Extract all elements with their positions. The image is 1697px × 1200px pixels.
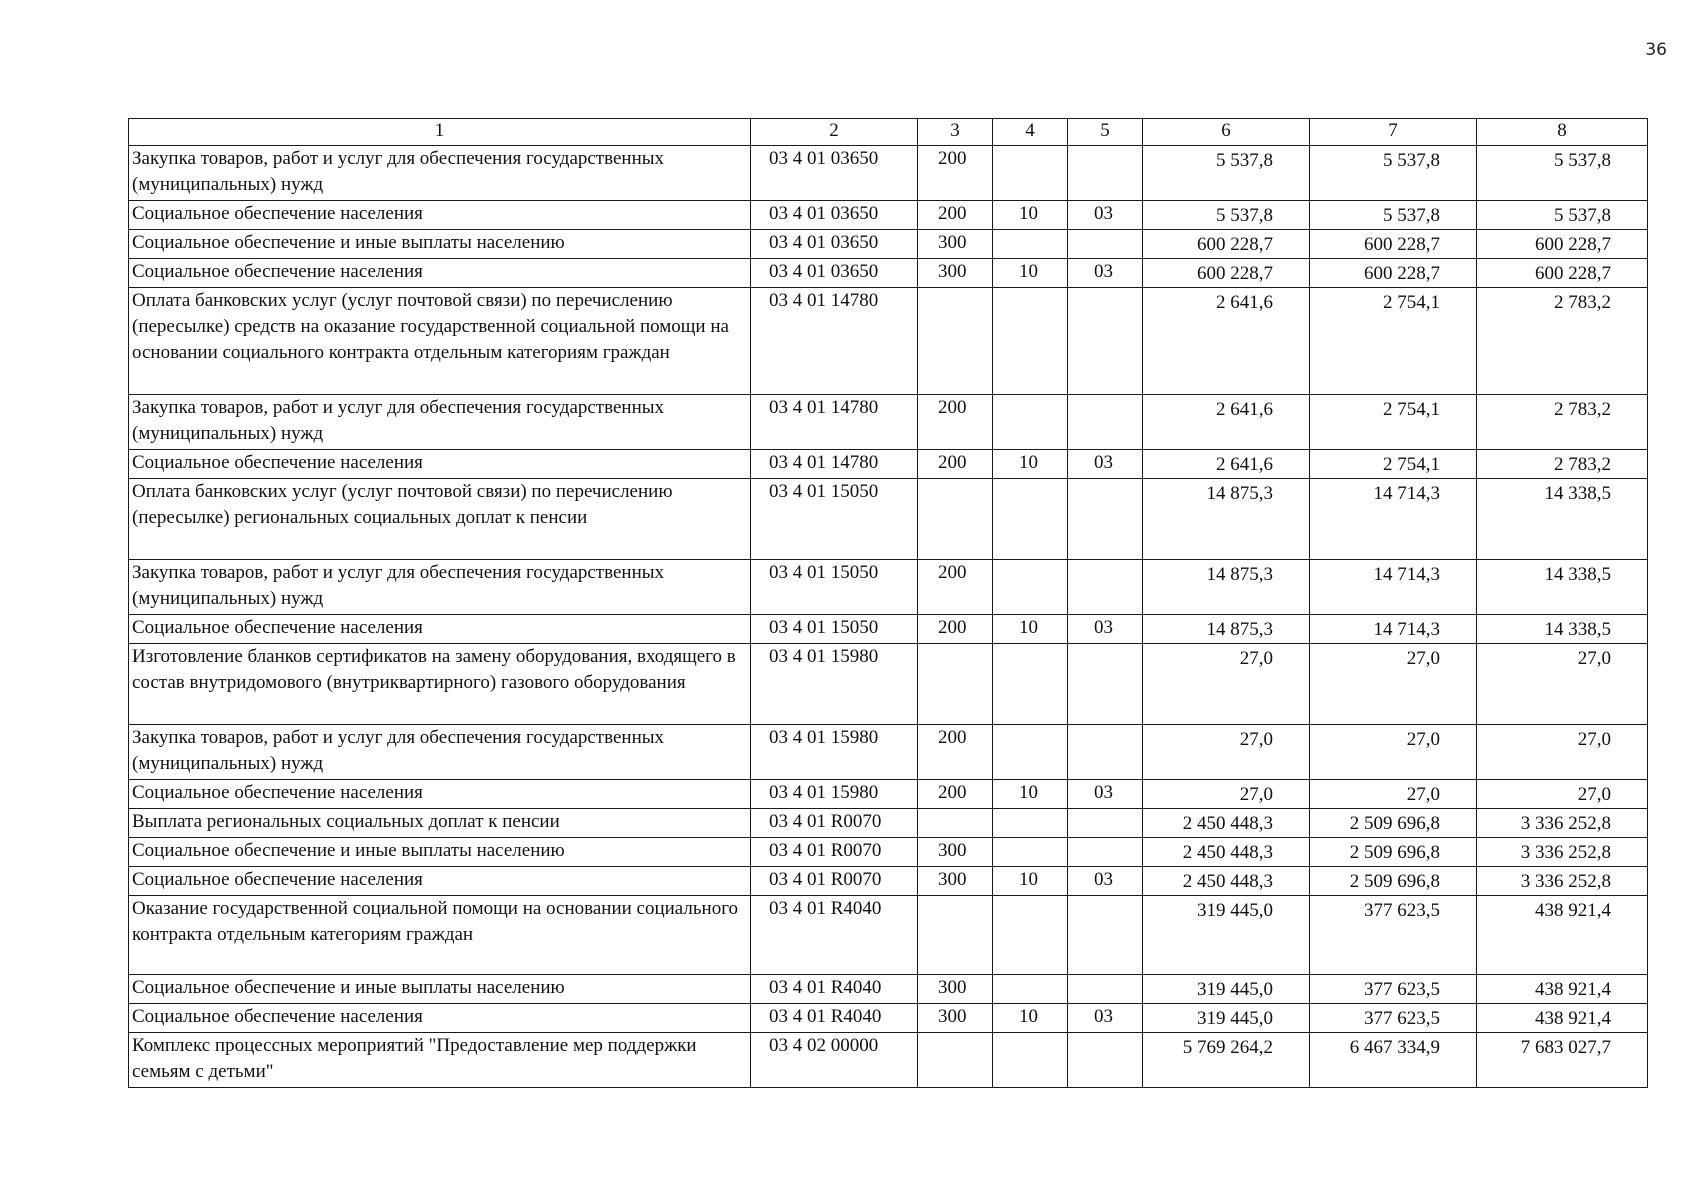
expense-type: [918, 479, 993, 560]
subsection: 03: [1068, 1004, 1143, 1033]
expense-type: 300: [918, 867, 993, 896]
section: [993, 1033, 1068, 1088]
header-cell: 6: [1143, 119, 1310, 146]
table-row: [129, 809, 1648, 838]
section: 10: [993, 867, 1068, 896]
target-code: 03 4 01 15050: [751, 615, 918, 644]
amount-year-1: 319 445,0: [1143, 975, 1310, 1004]
subsection: [1068, 1033, 1143, 1088]
amount-year-2: 27,0: [1310, 644, 1477, 725]
amount-year-3: 2 783,2: [1477, 450, 1648, 479]
section: [993, 809, 1068, 838]
table-row: [129, 395, 1648, 450]
section: [993, 395, 1068, 450]
item-name: Социальное обеспечение населения: [129, 259, 751, 288]
table-row: [129, 725, 1648, 780]
subsection: 03: [1068, 780, 1143, 809]
table-row: [129, 896, 1648, 975]
table-row: [129, 838, 1648, 867]
target-code: 03 4 01 15050: [751, 560, 918, 615]
item-name: Выплата региональных социальных доплат к пенсии: [129, 809, 751, 838]
budget-table: [128, 118, 1648, 1088]
item-name: Закупка товаров, работ и услуг для обеспечения государственных (муниципальных) нужд: [129, 395, 751, 450]
expense-type: 300: [918, 259, 993, 288]
amount-year-3: 438 921,4: [1477, 1004, 1648, 1033]
amount-year-1: 2 450 448,3: [1143, 838, 1310, 867]
subsection: [1068, 838, 1143, 867]
header-row: [129, 119, 1648, 146]
amount-year-2: 14 714,3: [1310, 615, 1477, 644]
target-code: 03 4 01 15050: [751, 479, 918, 560]
item-name: Социальное обеспечение населения: [129, 1004, 751, 1033]
table-row: [129, 1004, 1648, 1033]
amount-year-2: 2 509 696,8: [1310, 867, 1477, 896]
amount-year-2: 600 228,7: [1310, 259, 1477, 288]
subsection: [1068, 288, 1143, 395]
subsection: [1068, 146, 1143, 201]
subsection: [1068, 395, 1143, 450]
amount-year-1: 319 445,0: [1143, 896, 1310, 975]
amount-year-1: 27,0: [1143, 780, 1310, 809]
amount-year-3: 27,0: [1477, 780, 1648, 809]
expense-type: 200: [918, 560, 993, 615]
section: 10: [993, 450, 1068, 479]
amount-year-2: 377 623,5: [1310, 896, 1477, 975]
target-code: 03 4 01 14780: [751, 288, 918, 395]
target-code: 03 4 01 03650: [751, 146, 918, 201]
item-name: Закупка товаров, работ и услуг для обеспечения государственных (муниципальных) нужд: [129, 146, 751, 201]
item-name: Социальное обеспечение и иные выплаты населению: [129, 230, 751, 259]
target-code: 03 4 01 R4040: [751, 896, 918, 975]
subsection: [1068, 809, 1143, 838]
item-name: Социальное обеспечение населения: [129, 450, 751, 479]
table-row: [129, 201, 1648, 230]
header-cell: 4: [993, 119, 1068, 146]
amount-year-2: 2 754,1: [1310, 395, 1477, 450]
expense-type: [918, 644, 993, 725]
expense-type: 200: [918, 450, 993, 479]
amount-year-1: 14 875,3: [1143, 560, 1310, 615]
section: [993, 975, 1068, 1004]
amount-year-1: 5 537,8: [1143, 201, 1310, 230]
target-code: 03 4 01 R0070: [751, 838, 918, 867]
subsection: [1068, 975, 1143, 1004]
amount-year-3: 14 338,5: [1477, 615, 1648, 644]
target-code: 03 4 01 15980: [751, 780, 918, 809]
table-row: [129, 259, 1648, 288]
target-code: 03 4 01 R4040: [751, 975, 918, 1004]
subsection: [1068, 479, 1143, 560]
table-row: [129, 644, 1648, 725]
expense-type: 300: [918, 1004, 993, 1033]
table-row: [129, 288, 1648, 395]
expense-type: [918, 288, 993, 395]
table-row: [129, 560, 1648, 615]
expense-type: 200: [918, 780, 993, 809]
amount-year-2: 14 714,3: [1310, 560, 1477, 615]
target-code: 03 4 01 R0070: [751, 809, 918, 838]
amount-year-3: 3 336 252,8: [1477, 867, 1648, 896]
amount-year-1: 14 875,3: [1143, 615, 1310, 644]
amount-year-2: 2 754,1: [1310, 288, 1477, 395]
section: [993, 896, 1068, 975]
table-row: [129, 867, 1648, 896]
header-cell: 8: [1477, 119, 1648, 146]
subsection: [1068, 725, 1143, 780]
amount-year-2: 600 228,7: [1310, 230, 1477, 259]
subsection: [1068, 896, 1143, 975]
item-name: Социальное обеспечение населения: [129, 201, 751, 230]
amount-year-3: 7 683 027,7: [1477, 1033, 1648, 1088]
expense-type: [918, 1033, 993, 1088]
table-body: [129, 146, 1648, 1088]
section: [993, 146, 1068, 201]
amount-year-1: 14 875,3: [1143, 479, 1310, 560]
table-row: [129, 615, 1648, 644]
header-cell: 2: [751, 119, 918, 146]
item-name: Социальное обеспечение населения: [129, 867, 751, 896]
table-row: [129, 230, 1648, 259]
amount-year-1: 2 450 448,3: [1143, 867, 1310, 896]
target-code: 03 4 02 00000: [751, 1033, 918, 1088]
section: [993, 479, 1068, 560]
subsection: [1068, 560, 1143, 615]
item-name: Комплекс процессных мероприятий "Предоставление мер поддержки семьям с детьми": [129, 1033, 751, 1088]
item-name: Социальное обеспечение населения: [129, 780, 751, 809]
section: 10: [993, 259, 1068, 288]
amount-year-1: 5 769 264,2: [1143, 1033, 1310, 1088]
item-name: Социальное обеспечение и иные выплаты населению: [129, 838, 751, 867]
item-name: Оплата банковских услуг (услуг почтовой связи) по перечислению (пересылке) региональных социальных доплат к пенсии: [129, 479, 751, 560]
amount-year-3: 600 228,7: [1477, 259, 1648, 288]
target-code: 03 4 01 15980: [751, 725, 918, 780]
amount-year-2: 27,0: [1310, 725, 1477, 780]
item-name: Оплата банковских услуг (услуг почтовой связи) по перечислению (пересылке) средств на оказание государственной социальной помощи на основании социального контракта отдельным категориям граждан: [129, 288, 751, 395]
expense-type: 200: [918, 395, 993, 450]
amount-year-2: 14 714,3: [1310, 479, 1477, 560]
amount-year-3: 5 537,8: [1477, 146, 1648, 201]
table-row: [129, 1033, 1648, 1088]
amount-year-1: 27,0: [1143, 725, 1310, 780]
target-code: 03 4 01 14780: [751, 395, 918, 450]
subsection: 03: [1068, 201, 1143, 230]
table-row: [129, 975, 1648, 1004]
amount-year-3: 14 338,5: [1477, 479, 1648, 560]
amount-year-3: 27,0: [1477, 725, 1648, 780]
expense-type: [918, 896, 993, 975]
target-code: 03 4 01 03650: [751, 201, 918, 230]
expense-type: 200: [918, 615, 993, 644]
amount-year-1: 27,0: [1143, 644, 1310, 725]
expense-type: [918, 809, 993, 838]
amount-year-2: 27,0: [1310, 780, 1477, 809]
item-name: Оказание государственной социальной помощи на основании социального контракта отдельным категориям граждан: [129, 896, 751, 975]
section: [993, 644, 1068, 725]
subsection: 03: [1068, 867, 1143, 896]
section: [993, 838, 1068, 867]
table-row: [129, 146, 1648, 201]
amount-year-1: 2 641,6: [1143, 288, 1310, 395]
subsection: 03: [1068, 615, 1143, 644]
table-row: [129, 780, 1648, 809]
section: [993, 560, 1068, 615]
amount-year-2: 377 623,5: [1310, 1004, 1477, 1033]
table-row: [129, 479, 1648, 560]
section: 10: [993, 1004, 1068, 1033]
amount-year-3: 5 537,8: [1477, 201, 1648, 230]
target-code: 03 4 01 03650: [751, 230, 918, 259]
section: [993, 725, 1068, 780]
subsection: 03: [1068, 259, 1143, 288]
target-code: 03 4 01 03650: [751, 259, 918, 288]
amount-year-2: 6 467 334,9: [1310, 1033, 1477, 1088]
item-name: Закупка товаров, работ и услуг для обеспечения государственных (муниципальных) нужд: [129, 725, 751, 780]
amount-year-3: 3 336 252,8: [1477, 809, 1648, 838]
expense-type: 300: [918, 975, 993, 1004]
amount-year-1: 2 641,6: [1143, 450, 1310, 479]
item-name: Социальное обеспечение населения: [129, 615, 751, 644]
amount-year-1: 2 450 448,3: [1143, 809, 1310, 838]
amount-year-3: 2 783,2: [1477, 395, 1648, 450]
amount-year-2: 2 509 696,8: [1310, 838, 1477, 867]
section: [993, 288, 1068, 395]
amount-year-2: 2 509 696,8: [1310, 809, 1477, 838]
item-name: Изготовление бланков сертификатов на замену оборудования, входящего в состав внутридомового (внутриквартирного) газового оборудования: [129, 644, 751, 725]
target-code: 03 4 01 15980: [751, 644, 918, 725]
amount-year-3: 438 921,4: [1477, 975, 1648, 1004]
amount-year-3: 14 338,5: [1477, 560, 1648, 615]
item-name: Социальное обеспечение и иные выплаты населению: [129, 975, 751, 1004]
section: 10: [993, 201, 1068, 230]
expense-type: 200: [918, 725, 993, 780]
target-code: 03 4 01 R4040: [751, 1004, 918, 1033]
header-cell: 5: [1068, 119, 1143, 146]
amount-year-1: 5 537,8: [1143, 146, 1310, 201]
amount-year-2: 5 537,8: [1310, 201, 1477, 230]
header-cell: 7: [1310, 119, 1477, 146]
header-cell: 1: [129, 119, 751, 146]
amount-year-1: 600 228,7: [1143, 259, 1310, 288]
amount-year-1: 319 445,0: [1143, 1004, 1310, 1033]
amount-year-3: 3 336 252,8: [1477, 838, 1648, 867]
expense-type: 200: [918, 201, 993, 230]
expense-type: 300: [918, 230, 993, 259]
header-cell: 3: [918, 119, 993, 146]
amount-year-2: 377 623,5: [1310, 975, 1477, 1004]
page-number: 36: [1645, 40, 1667, 60]
expense-type: 300: [918, 838, 993, 867]
section: 10: [993, 615, 1068, 644]
subsection: [1068, 644, 1143, 725]
section: 10: [993, 780, 1068, 809]
target-code: 03 4 01 14780: [751, 450, 918, 479]
expense-type: 200: [918, 146, 993, 201]
subsection: 03: [1068, 450, 1143, 479]
amount-year-2: 2 754,1: [1310, 450, 1477, 479]
amount-year-1: 2 641,6: [1143, 395, 1310, 450]
amount-year-3: 600 228,7: [1477, 230, 1648, 259]
target-code: 03 4 01 R0070: [751, 867, 918, 896]
amount-year-3: 438 921,4: [1477, 896, 1648, 975]
amount-year-3: 27,0: [1477, 644, 1648, 725]
table-row: [129, 450, 1648, 479]
section: [993, 230, 1068, 259]
amount-year-1: 600 228,7: [1143, 230, 1310, 259]
amount-year-3: 2 783,2: [1477, 288, 1648, 395]
amount-year-2: 5 537,8: [1310, 146, 1477, 201]
item-name: Закупка товаров, работ и услуг для обеспечения государственных (муниципальных) нужд: [129, 560, 751, 615]
subsection: [1068, 230, 1143, 259]
